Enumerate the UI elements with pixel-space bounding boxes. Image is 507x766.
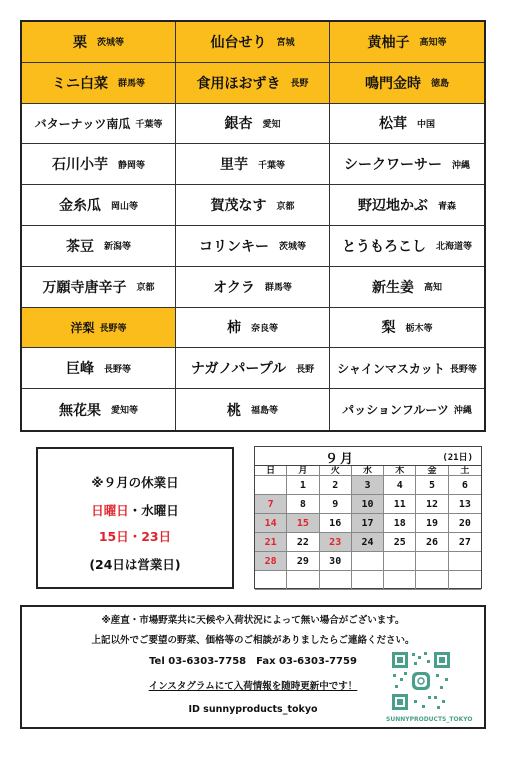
produce-cell (22, 348, 176, 389)
calendar-day (384, 552, 416, 571)
info-instagram: インスタグラムにて入荷情報を随時更新中です！ (148, 681, 358, 692)
produce-name: 鳴門金時 (364, 75, 421, 92)
produce-name: 万願寺唐辛子 (42, 279, 127, 296)
info-disclaimer: ※産直・市場野菜共に天候や入荷状況によって無い場合がございます。 (101, 615, 405, 626)
produce-region: 京都 (276, 201, 295, 212)
calendar-business-days: (21日) (442, 453, 473, 463)
calendar-day (416, 571, 448, 590)
produce-name: 桃 (226, 402, 241, 419)
produce-region: 千葉等 (135, 119, 163, 130)
calendar-day: 15 (287, 514, 319, 533)
produce-name: 梨 (381, 320, 396, 337)
produce-cell (330, 144, 484, 185)
calendar-day: 3 (352, 476, 384, 495)
calendar-day: 24 (352, 533, 384, 552)
produce-region: 岡山等 (110, 201, 138, 212)
produce-cell (22, 267, 176, 308)
calendar-day: 5 (416, 476, 448, 495)
calendar-day: 19 (416, 514, 448, 533)
produce-region: 徳島 (430, 79, 449, 90)
produce-name: 新生姜 (371, 279, 414, 296)
calendar-day: 9 (320, 495, 352, 514)
produce-region: 長野等 (449, 364, 477, 375)
produce-region: 茨城等 (278, 242, 306, 253)
produce-region: 高知等 (419, 38, 447, 49)
calendar-day: 29 (287, 552, 319, 571)
calendar-month: ９月 (325, 452, 356, 467)
calendar-day: 14 (255, 514, 287, 533)
info-contact: Tel 03-6303-7758 Fax 03-6303-7759 (149, 656, 357, 667)
calendar-day: 22 (287, 533, 319, 552)
calendar-day (416, 552, 448, 571)
instagram-qr-icon[interactable] (390, 650, 452, 712)
open-note: (24日は営業日) (89, 557, 181, 572)
produce-cell (330, 22, 484, 63)
holiday-notice (36, 447, 234, 589)
produce-name: 巨峰 (65, 361, 94, 378)
calendar-day: 16 (320, 514, 352, 533)
produce-name: ミニ白菜 (51, 75, 108, 92)
produce-region: 高知 (423, 283, 442, 294)
produce-region: 長野等 (103, 364, 131, 375)
produce-region: 茨城等 (96, 38, 124, 49)
produce-name: ナガノパープル (190, 361, 287, 378)
produce-cell (22, 226, 176, 267)
produce-name: パッションフルーツ (342, 403, 449, 418)
produce-cell (22, 104, 176, 145)
produce-cell (330, 308, 484, 349)
produce-cell (330, 389, 484, 430)
calendar-day: 25 (384, 533, 416, 552)
produce-region: 群馬等 (117, 79, 145, 90)
produce-name: シークワーサー (343, 157, 442, 174)
produce-region: 長野 (296, 364, 315, 375)
calendar-day: 23 (320, 533, 352, 552)
produce-name: 野辺地かぶ (357, 198, 428, 215)
produce-cell (176, 185, 330, 226)
closed-dates: 15日・23日 (98, 529, 172, 544)
produce-cell (330, 185, 484, 226)
produce-cell (330, 267, 484, 308)
produce-name: 里芋 (219, 157, 248, 174)
closed-weekdays (38, 501, 232, 519)
calendar-day: 27 (449, 533, 481, 552)
calendar-weekday: 日 (255, 466, 287, 476)
calendar-grid (255, 466, 481, 590)
produce-cell (176, 63, 330, 104)
calendar-day: 10 (352, 495, 384, 514)
calendar-day: 28 (255, 552, 287, 571)
produce-region: 愛知等 (110, 406, 138, 417)
calendar-day: 8 (287, 495, 319, 514)
produce-name: オクラ (213, 279, 255, 296)
produce-region: 長野等 (99, 323, 127, 334)
calendar-day: 26 (416, 533, 448, 552)
calendar-weekday: 水 (352, 466, 384, 476)
calendar-day: 18 (384, 514, 416, 533)
produce-region: 福島等 (250, 406, 278, 417)
produce-region: 京都 (136, 283, 155, 294)
produce-name: バターナッツ南瓜 (34, 116, 131, 131)
produce-cell (22, 308, 176, 349)
produce-cell (330, 63, 484, 104)
calendar-day: 21 (255, 533, 287, 552)
produce-name: 洋梨 (70, 320, 95, 335)
calendar-day: 17 (352, 514, 384, 533)
produce-cell (22, 144, 176, 185)
produce-cell (22, 185, 176, 226)
calendar-day (449, 552, 481, 571)
calendar-day (449, 571, 481, 590)
calendar-weekday: 火 (320, 466, 352, 476)
calendar-day: 30 (320, 552, 352, 571)
produce-region: 群馬等 (264, 283, 292, 294)
produce-cell (330, 104, 484, 145)
calendar-weekday: 月 (287, 466, 319, 476)
produce-name: 黄柚子 (367, 34, 410, 51)
produce-name: 茶豆 (65, 238, 94, 255)
calendar-weekday: 土 (449, 466, 481, 476)
produce-region: 青森 (437, 201, 456, 212)
calendar-day: 20 (449, 514, 481, 533)
produce-cell (176, 308, 330, 349)
calendar-day: 6 (449, 476, 481, 495)
calendar-day (320, 571, 352, 590)
calendar-weekday: 木 (384, 466, 416, 476)
calendar-day: 4 (384, 476, 416, 495)
calendar-day: 1 (287, 476, 319, 495)
produce-region: 栃木等 (405, 323, 433, 334)
produce-region: 長野 (290, 79, 309, 90)
produce-cell (176, 144, 330, 185)
calendar-day: 13 (449, 495, 481, 514)
produce-name: 柿 (226, 320, 241, 337)
produce-cell (330, 348, 484, 389)
info-request: 上記以外でご要望の野菜、価格等のご相談がありましたらご連絡ください。 (91, 635, 415, 646)
september-calendar (254, 446, 482, 589)
produce-cell (176, 104, 330, 145)
produce-region: 奈良等 (250, 323, 278, 334)
produce-cell (22, 389, 176, 430)
produce-cell (22, 63, 176, 104)
produce-name: 食用ほおずき (196, 75, 281, 92)
calendar-day (384, 571, 416, 590)
notice-title: ※９月の休業日 (91, 475, 179, 490)
closed-sunday: 日曜日 (91, 503, 129, 518)
calendar-day (255, 476, 287, 495)
produce-name: 松茸 (378, 116, 407, 133)
calendar-day (255, 571, 287, 590)
produce-cell (176, 22, 330, 63)
produce-name: 仙台せり (210, 34, 267, 51)
produce-region: 北海道等 (435, 242, 472, 253)
produce-name: 銀杏 (224, 116, 253, 133)
produce-region: 中国 (416, 119, 435, 130)
info-box (20, 605, 486, 729)
calendar-day: 2 (320, 476, 352, 495)
calendar-day (352, 552, 384, 571)
produce-name: 石川小芋 (51, 157, 108, 174)
produce-region: 新潟等 (103, 242, 131, 253)
produce-name: とうもろこし (341, 238, 426, 255)
produce-region: 沖縄 (451, 160, 470, 171)
produce-cell (176, 348, 330, 389)
produce-name: 賀茂なす (210, 198, 267, 215)
calendar-day: 11 (384, 495, 416, 514)
closed-wednesday: ・水曜日 (128, 503, 179, 518)
calendar-day (352, 571, 384, 590)
produce-region: 千葉等 (257, 160, 285, 171)
produce-name: 栗 (72, 34, 87, 51)
calendar-day: 12 (416, 495, 448, 514)
produce-name: コリンキー (198, 238, 269, 255)
produce-cell (176, 226, 330, 267)
calendar-weekday: 金 (416, 466, 448, 476)
info-instagram-id: ID sunnyproducts_tokyo (188, 704, 318, 715)
produce-cell (330, 226, 484, 267)
qr-caption: SUNNYPRODUCTS_TOKYO (386, 716, 473, 723)
produce-region: 愛知 (262, 119, 281, 130)
produce-region: 宮城 (276, 38, 295, 49)
produce-name: シャインマスカット (337, 361, 445, 376)
produce-cell (176, 389, 330, 430)
produce-cell (22, 22, 176, 63)
produce-region: 沖縄 (453, 406, 472, 417)
produce-grid (20, 20, 486, 432)
produce-region: 静岡等 (117, 160, 145, 171)
calendar-header (255, 447, 481, 466)
produce-name: 金糸瓜 (58, 198, 101, 215)
produce-name: 無花果 (58, 402, 101, 419)
calendar-day (287, 571, 319, 590)
calendar-day: 7 (255, 495, 287, 514)
produce-cell (176, 267, 330, 308)
